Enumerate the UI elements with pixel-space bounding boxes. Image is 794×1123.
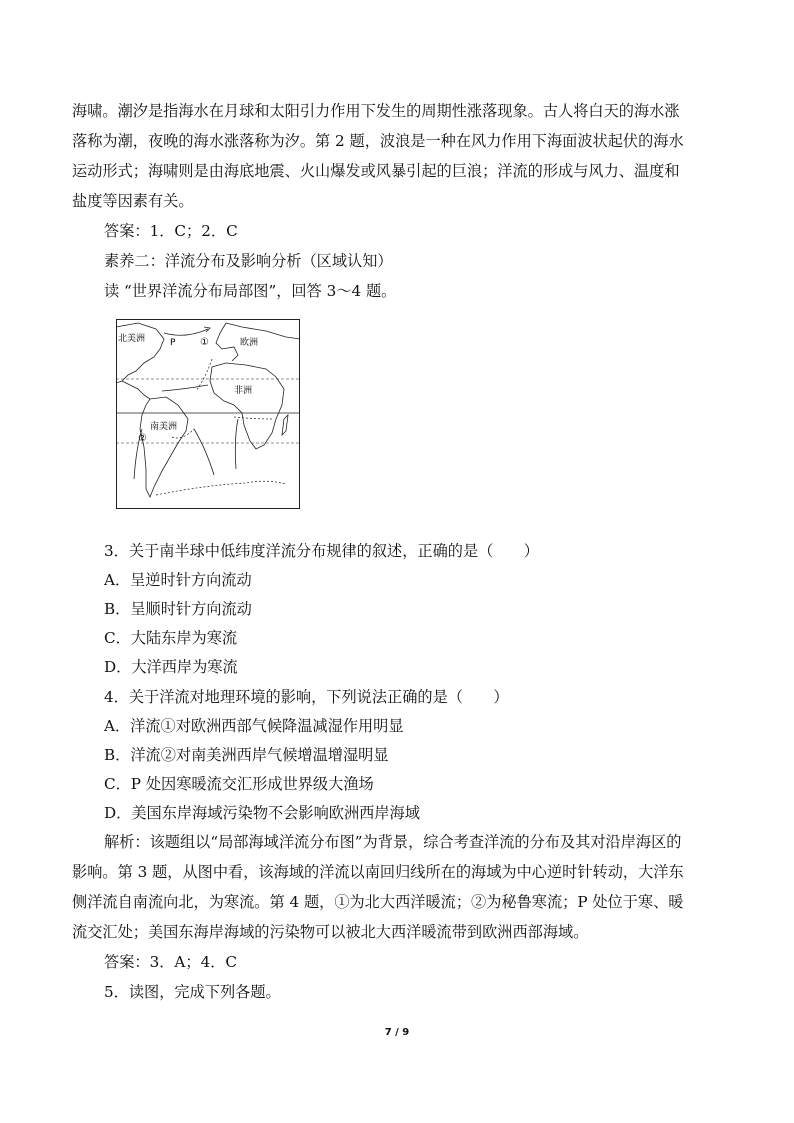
question-4: 4．关于洋流对地理环境的影响，下列说法正确的是（ ） [104,688,509,706]
option-a: A．呈逆时针方向流动 [104,571,252,589]
question-3: 3．关于南半球中低纬度洋流分布规律的叙述，正确的是（ ） [104,542,539,560]
analysis-line: 侧洋流自南流向北，为寒流。第 4 题，①为北大西洋暖流；②为秘鲁寒流；P 处位于寒、暖 [72,893,684,911]
label-current-2: ② [138,433,147,444]
label-europe: 欧洲 [240,338,259,348]
option-b: B．呈顺时针方向流动 [104,600,252,618]
option-a: A．洋流①对欧洲西部气候降温减湿作用明显 [104,717,404,735]
intro-line: 读 “世界洋流分布局部图”，回答 3～4 题。 [104,282,397,300]
option-d: D．美国东岸海域污染物不会影响欧洲西岸海域 [104,804,420,822]
paragraph-line: 运动形式；海啸则是由海底地震、火山爆发或风暴引起的巨浪；洋流的形成与风力、温度和 [72,162,680,180]
paragraph-line: 落称为潮，夜晚的海水涨落称为汐。第 2 题，波浪是一种在风力作用下海面波状起伏的海水 [72,132,684,150]
paragraph-line: 海啸。潮汐是指海水在月球和太阳引力作用下发生的周期性涨落现象。古人将白天的海水涨 [72,102,680,120]
answer-line: 答案：3．A；4．C [104,953,238,971]
label-p: P [170,338,176,348]
label-africa: 非洲 [234,386,253,396]
option-b: B．洋流②对南美洲西岸气候增温增湿明显 [104,746,389,764]
analysis-line: 解析：该题组以“局部海域洋流分布图”为背景，综合考查洋流的分布及其对沿岸海区的 [104,833,682,851]
paragraph-line: 盐度等因素有关。 [72,192,194,210]
answer-line: 答案：1．C；2．C [104,222,238,240]
page-number: 7 / 9 [384,1027,410,1038]
section-title: 素养二：洋流分布及影响分析（区域认知） [104,252,393,270]
analysis-line: 影响。第 3 题，从图中看，该海域的洋流以南回归线所在的海域为中心逆时针转动，大洋东 [72,863,684,881]
analysis-line: 流交汇处；美国东海岸海域的污染物可以被北大西洋暖流带到欧洲西部海域。 [72,923,589,941]
question-5: 5．读图，完成下列各题。 [104,983,281,1001]
label-north-america: 北美洲 [118,334,146,344]
label-south-america: 南美洲 [150,422,178,432]
option-c: C．大陆东岸为寒流 [104,629,238,647]
label-current-1: ① [200,337,209,348]
option-d: D．大洋西岸为寒流 [104,658,238,676]
option-c: C．P 处因寒暖流交汇形成世界级大渔场 [104,775,374,793]
ocean-current-map [116,319,300,509]
